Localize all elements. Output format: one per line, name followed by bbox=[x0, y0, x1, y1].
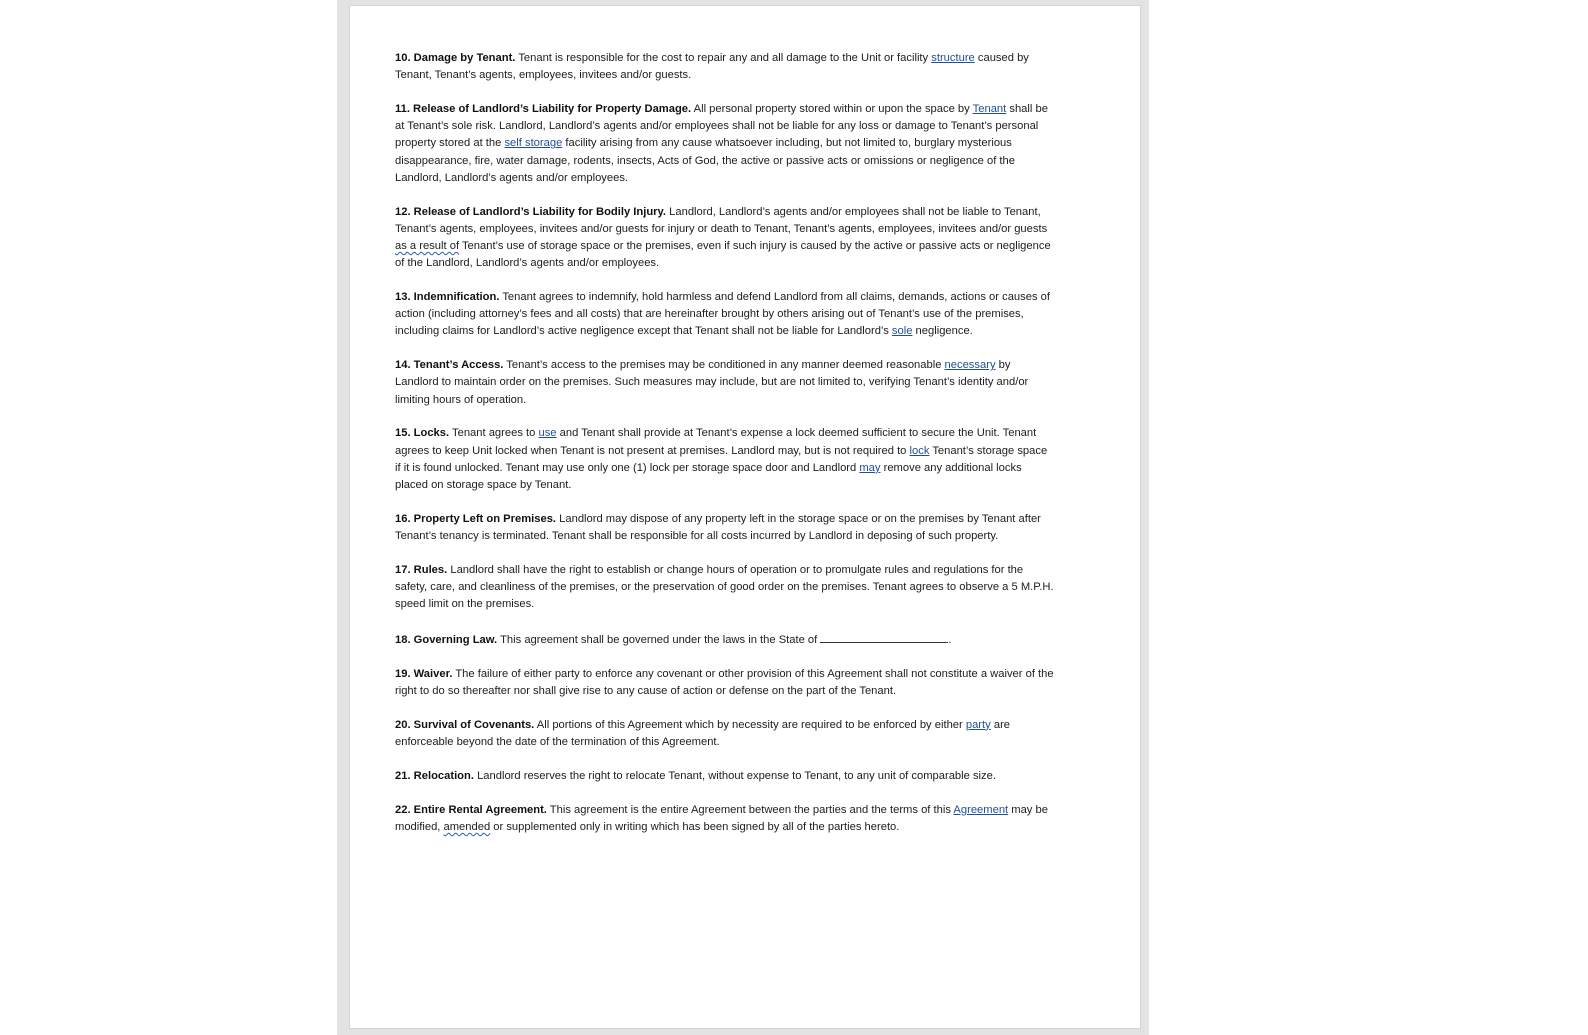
clause-paragraph bbox=[395, 101, 1055, 187]
clause-heading: 13. Indemnification. bbox=[395, 291, 500, 304]
clause-text: are enforceable beyond the date of the termination of this Agreement. bbox=[395, 718, 1011, 749]
document-page bbox=[350, 6, 1140, 1028]
clause-text: and Tenant shall provide at Tenant’s expense a lock deemed sufficient to secure the Unit. Tenant agrees to keep Unit locked when Tenant is not present at premises. Landlord may, but is not required to bbox=[395, 427, 1037, 457]
clause-paragraph bbox=[395, 630, 1055, 649]
clause-text: Tenant’s storage space if it is found unlocked. Tenant may use only one (1) lock per storage space door and Landlord bbox=[395, 444, 1048, 474]
clause-heading: 11. Release of Landlord’s Liability for Property Damage. bbox=[395, 103, 692, 115]
clause-heading: 17. Rules. bbox=[395, 563, 448, 576]
clause-heading: 16. Property Left on Premises. bbox=[395, 512, 557, 525]
clause-link[interactable]: use bbox=[538, 427, 557, 440]
clause-heading: 18. Governing Law. bbox=[395, 634, 498, 647]
clause-paragraph bbox=[395, 511, 1055, 545]
clause-text: Landlord may dispose of any property left in the storage space or on the premises by Tenant after Tenant’s tenancy is terminated. Tenant shall be responsible for all costs incurred by Landlord in deposing of such property. bbox=[395, 512, 1041, 543]
clause-link[interactable]: may bbox=[859, 461, 881, 474]
clause-heading: 14. Tenant’s Access. bbox=[395, 359, 504, 372]
clause-text: or supplemented only in writing which has been signed by all of the parties hereto. bbox=[490, 820, 900, 833]
clause-text: may be modified, bbox=[395, 803, 1048, 833]
clause-paragraph bbox=[395, 717, 1055, 751]
clause-text: Tenant agrees to bbox=[449, 427, 539, 440]
clause-text: Tenant’s access to the premises may be conditioned in any manner deemed reasonable bbox=[503, 359, 945, 372]
grammar-flagged-text: as a result of bbox=[395, 240, 460, 253]
clause-text: negligence. bbox=[912, 325, 973, 338]
clause-link[interactable]: party bbox=[965, 718, 991, 731]
clause-paragraph bbox=[395, 425, 1055, 494]
clause-paragraph bbox=[395, 562, 1055, 614]
clause-text: This agreement shall be governed under the laws in the State of bbox=[497, 634, 821, 647]
clause-text: by Landlord to maintain order on the premises. Such measures may include, but are not limited to, verifying Tenant’s identity and/or limiting hours of operation. bbox=[395, 359, 1029, 406]
clause-heading: 19. Waiver. bbox=[395, 667, 453, 680]
clause-paragraph bbox=[395, 802, 1055, 836]
clause-text: Tenant agrees to indemnify, hold harmless and defend Landlord from all claims, demands, actions or causes of action (including attorney’s fees and all costs) that are hereinafter brought by others arising out of Tenant’s use of the premises, including claims for Landlord’s active negligence except that Tenant shall not be liable for Landlord’s bbox=[395, 291, 1050, 338]
clause-text: Landlord shall have the right to establish or change hours of operation or to promulgate rules and regulations for the safety, care, and cleanliness of the premises, or the preservation of good order on the premises. Tenant agrees to observe a 5 M.P.H. speed limit on the premises. bbox=[395, 563, 1054, 611]
clause-text: This agreement is the entire Agreement between the parties and the terms of this bbox=[546, 803, 954, 816]
clause-text: Tenant’s use of storage space or the premises, even if such injury is caused by the active or passive acts or negligence of the Landlord, Landlord’s agents and/or employees. bbox=[395, 240, 1051, 270]
clause-text: remove any additional locks placed on storage space by Tenant. bbox=[395, 461, 1022, 492]
clause-heading: 21. Relocation. bbox=[395, 769, 474, 782]
clause-text: Landlord, Landlord’s agents and/or employees shall not be liable to Tenant, Tenant’s agents, employees, invitees and/or guests for injury or death to Tenant, Tenant’s agents, employees, invitees and/or guests bbox=[395, 205, 1048, 235]
clause-link[interactable]: necessary bbox=[944, 359, 996, 372]
grammar-flagged-text: amended bbox=[443, 820, 491, 833]
clause-paragraph bbox=[395, 50, 1055, 84]
clause-paragraph bbox=[395, 768, 1055, 785]
clause-text: facility arising from any cause whatsoever including, but not limited to, burglary mysterious disappearance, fire, water damage, rodents, insects, Acts of God, the active or passive acts or omissions or negligence of the Landlord, Landlord’s agents and/or employees. bbox=[395, 137, 1015, 184]
clause-text: Landlord reserves the right to relocate Tenant, without expense to Tenant, to any unit of comparable size. bbox=[473, 769, 996, 782]
clause-text: caused by Tenant, Tenant’s agents, employees, invitees and/or guests. bbox=[395, 52, 1029, 82]
clause-text: shall be at Tenant’s sole risk. Landlord, Landlord’s agents and/or employees shall not be liable for any loss or damage to Tenant’s personal property stored at the bbox=[395, 103, 1048, 150]
clause-text: All portions of this Agreement which by necessity are required to be enforced by either bbox=[534, 718, 966, 731]
clause-paragraph bbox=[395, 204, 1055, 273]
clause-heading: 12. Release of Landlord’s Liability for Bodily Injury. bbox=[395, 205, 667, 218]
clause-link[interactable]: Tenant bbox=[972, 103, 1007, 115]
clause-text: . bbox=[948, 634, 952, 647]
clause-link[interactable]: sole bbox=[891, 325, 913, 338]
document-body bbox=[395, 50, 1055, 853]
clause-heading: 22. Entire Rental Agreement. bbox=[395, 803, 547, 816]
clause-link[interactable]: Agreement bbox=[953, 803, 1009, 816]
clause-text: Tenant is responsible for the cost to repair any and all damage to the Unit or facility bbox=[515, 52, 932, 64]
clause-paragraph bbox=[395, 666, 1055, 700]
clause-link[interactable]: lock bbox=[909, 444, 930, 457]
clause-heading: 15. Locks. bbox=[395, 427, 450, 440]
clause-paragraph bbox=[395, 357, 1055, 409]
fill-in-blank bbox=[820, 630, 948, 643]
clause-text: The failure of either party to enforce any covenant or other provision of this Agreement shall not constitute a waiver of the right to do so thereafter nor shall give rise to any cause of action or defense on the part of the Tenant. bbox=[395, 667, 1054, 698]
clause-text: All personal property stored within or upon the space by bbox=[691, 103, 973, 115]
clause-paragraph bbox=[395, 289, 1055, 341]
clause-heading: 20. Survival of Covenants. bbox=[395, 718, 535, 731]
clause-link[interactable]: self storage bbox=[504, 137, 563, 150]
clause-link[interactable]: structure bbox=[931, 52, 975, 64]
clause-heading: 10. Damage by Tenant. bbox=[395, 52, 516, 64]
